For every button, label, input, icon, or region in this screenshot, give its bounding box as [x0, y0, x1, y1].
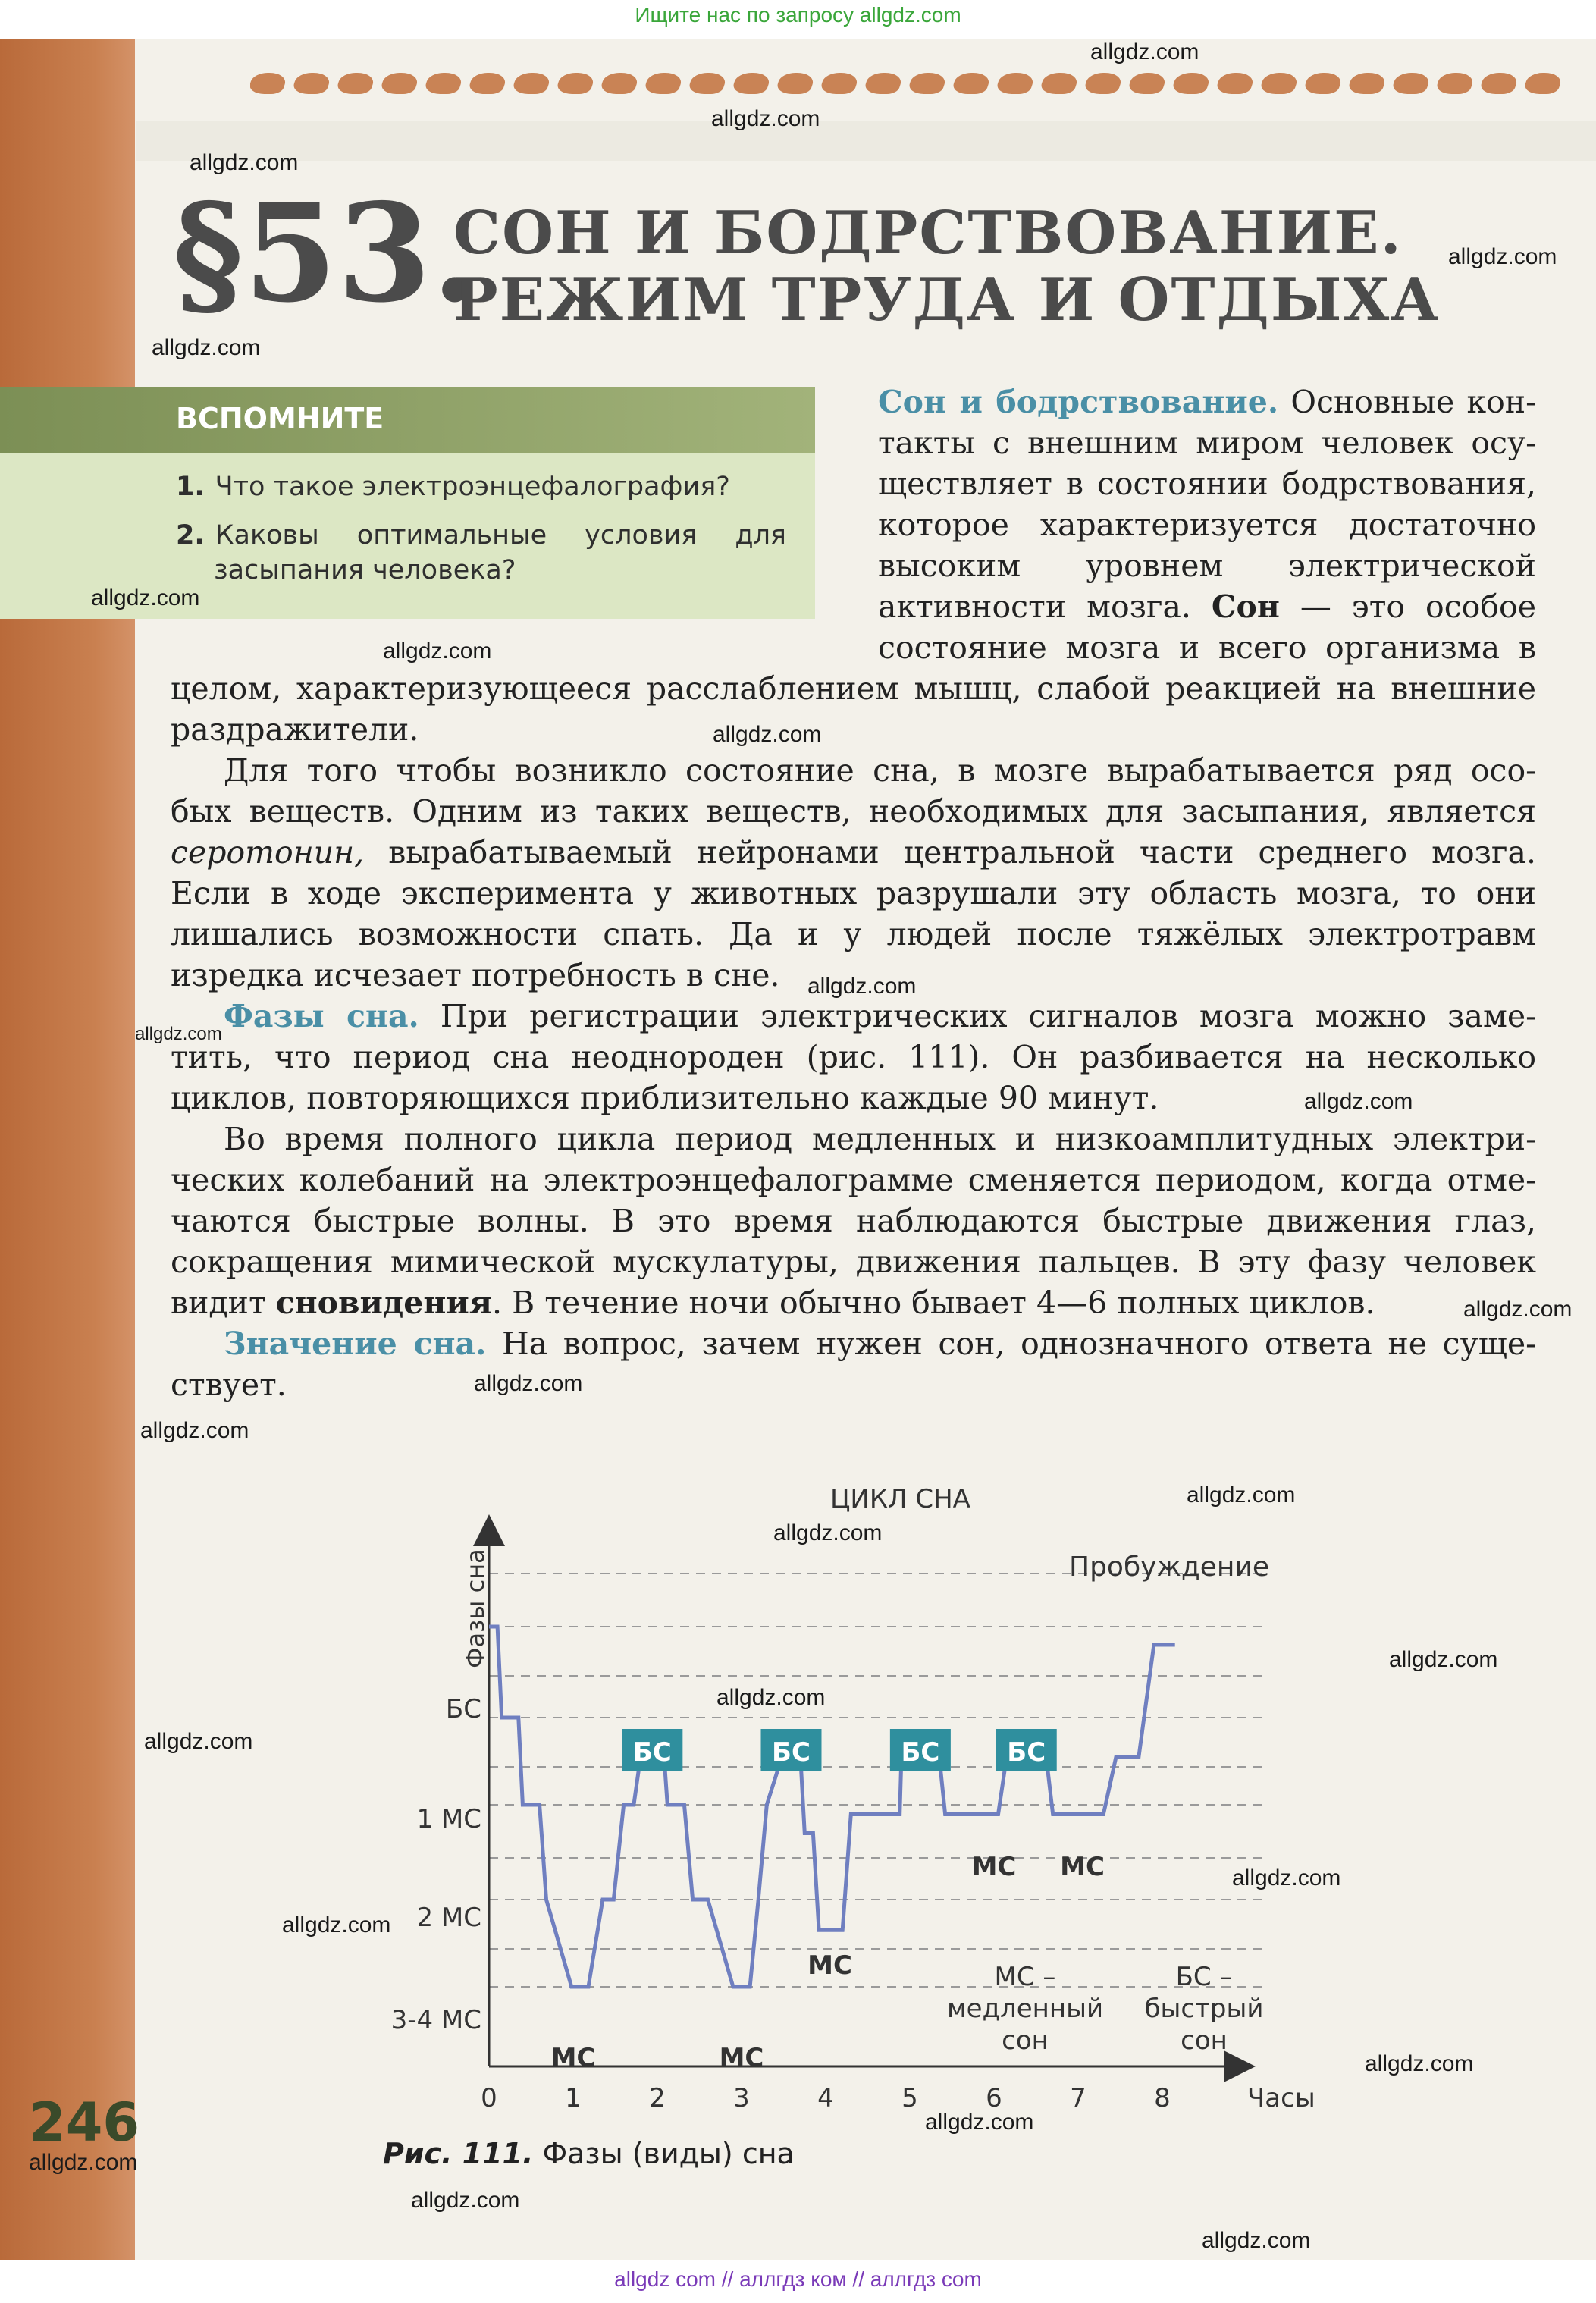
watermark: allgdz.com: [411, 2188, 520, 2213]
recall-q1-text: Что такое электроэнцефалография?: [215, 472, 730, 502]
slow-sleep-label: МС: [807, 1950, 852, 1981]
animal-icon: [686, 73, 728, 94]
animal-icon: [598, 73, 640, 94]
watermark: allgdz.com: [152, 335, 261, 360]
animal-icon: [1478, 73, 1519, 94]
rem-badge-label: БС: [632, 1737, 672, 1768]
text-line: видит сновидения. В течение ночи обычно бывает 4—6 полных циклов.: [171, 1285, 1375, 1321]
watermark: allgdz.com: [1187, 1483, 1296, 1508]
watermark: allgdz.com: [1389, 1647, 1498, 1672]
animal-icon: [1390, 73, 1431, 94]
chart-x-tick-label: 4: [817, 2083, 834, 2113]
recall-q2-line2: засыпания человека?: [214, 555, 516, 585]
animal-icon: [1214, 73, 1256, 94]
text-line: высоким уровнем электрической: [878, 548, 1536, 584]
recall-title: ВСПОМНИТЕ: [176, 402, 384, 435]
watermark: allgdz.com: [925, 2110, 1034, 2135]
figure-caption: [383, 2137, 795, 2170]
watermark: allgdz.com: [1232, 1865, 1341, 1890]
page-left-strip: [0, 39, 138, 2260]
animal-icon: [1346, 73, 1387, 94]
text-line: Для того чтобы возникло состояние сна, в мозге вырабатывается ряд осо-: [224, 752, 1536, 789]
legend-bs-line1: БС –: [1175, 1962, 1233, 1992]
chart-x-tick-label: 0: [481, 2083, 497, 2113]
animal-icon: [422, 73, 464, 94]
recall-q2-number: 2.: [176, 520, 205, 551]
animal-icon: [1434, 73, 1475, 94]
watermark: allgdz.com: [144, 1729, 253, 1754]
chart-y-tick-label: БС: [445, 1694, 481, 1724]
recall-q1-number: 1.: [176, 472, 205, 502]
legend-ms-line3: сон: [1002, 2025, 1049, 2056]
chart-x-tick-label: 2: [649, 2083, 666, 2113]
watermark: allgdz.com: [91, 585, 200, 610]
page-title-line1: СОН И БОДРСТВОВАНИЕ.: [453, 199, 1403, 268]
text-line: бых веществ. Одним из таких веществ, необходимых для засыпания, является: [171, 793, 1536, 830]
animal-icon: [994, 73, 1036, 94]
animal-icon: [1038, 73, 1080, 94]
text-line: Сон и бодрствование. Основные кон-: [878, 384, 1536, 420]
animal-icon: [1082, 73, 1124, 94]
text-line: раздражители.: [171, 711, 419, 748]
watermark: allgdz.com: [190, 150, 299, 175]
figure-caption-text: Фазы (виды) сна: [542, 2137, 795, 2170]
watermark: allgdz.com: [29, 2150, 138, 2175]
legend-ms-line2: медленный: [946, 1994, 1104, 2024]
chart-y-tick-label: 3-4 МС: [390, 2005, 481, 2035]
page-number: 246: [29, 2091, 140, 2154]
animal-icon: [290, 73, 332, 94]
watermark: allgdz.com: [716, 1685, 826, 1710]
text-line: Если в ходе эксперимента у животных разрушали эту область мозга, то они: [171, 875, 1536, 911]
slow-sleep-label: МС: [550, 2043, 596, 2073]
chart-x-tick-label: 1: [565, 2083, 582, 2113]
text-line: тить, что период сна неоднороден (рис. 111). Он разбивается на несколько: [171, 1039, 1536, 1075]
animal-icon: [378, 73, 420, 94]
term-serotonin: серотонин,: [171, 834, 365, 871]
text-line: состояние мозга и всего организма в: [878, 629, 1536, 666]
watermark: allgdz.com: [140, 1418, 249, 1443]
legend-bs-line2: быстрый: [1144, 1994, 1264, 2024]
chart-x-tick-label: 6: [986, 2083, 1002, 2113]
term-son: Сон: [1211, 588, 1280, 625]
watermark: allgdz.com: [711, 106, 820, 131]
watermark: allgdz.com: [773, 1520, 883, 1545]
chart-x-tick-label: 3: [733, 2083, 750, 2113]
rem-badge-label: БС: [901, 1737, 940, 1768]
watermark: allgdz.com: [1448, 244, 1557, 269]
term-dreams: сновидения: [275, 1285, 493, 1321]
recall-q2-line1: Каковы оптимальные условия для: [215, 520, 786, 551]
site-search-link[interactable]: Ищите нас по запросу allgdz.com: [635, 3, 961, 27]
text-line: такты с внешним миром человек осу-: [878, 425, 1536, 461]
slow-sleep-label: МС: [971, 1852, 1017, 1882]
text-line: серотонин, вырабатываемый нейронами центральной части среднего мозга.: [171, 834, 1536, 871]
text-line: которое характеризуется достаточно: [878, 507, 1536, 543]
animal-icon: [950, 73, 992, 94]
animal-icon: [730, 73, 772, 94]
animal-icon: [774, 73, 816, 94]
watermark: allgdz.com: [807, 974, 917, 999]
chart-y-tick-label: 1 МС: [416, 1804, 481, 1834]
watermark: allgdz.com: [383, 639, 492, 664]
chart-x-tick-label: 8: [1154, 2083, 1171, 2113]
chart-y-axis-label: Фазы сна: [461, 1548, 490, 1668]
sleep-phase-line: [489, 1627, 1175, 1987]
slow-sleep-label: МС: [719, 2043, 764, 2073]
animal-icon: [862, 73, 904, 94]
figure-caption-label: Рис. 111.: [383, 2137, 534, 2170]
text-line: целом, характеризующееся расслаблением мышц, слабой реакцией на внешние: [171, 670, 1536, 707]
animal-icon: [510, 73, 552, 94]
animal-frieze-decoration: [250, 61, 1592, 108]
text-line: ствует.: [171, 1366, 287, 1403]
animal-icon: [554, 73, 596, 94]
animal-icon: [1126, 73, 1168, 94]
section-heading-phases: Фазы сна.: [224, 998, 419, 1034]
slow-sleep-label: МС: [1060, 1852, 1105, 1882]
paragraph-number: §53.: [173, 174, 478, 332]
watermark: allgdz.com: [1304, 1089, 1413, 1114]
chart-legend: [947, 1962, 1263, 2056]
chart-x-tick-label: 7: [1070, 2083, 1086, 2113]
text-line: Значение сна. На вопрос, зачем нужен сон, однозначного ответа не суще-: [224, 1326, 1536, 1362]
animal-icon: [334, 73, 376, 94]
animal-icon: [642, 73, 684, 94]
watermark: allgdz.com: [1463, 1297, 1572, 1322]
section-heading-meaning: Значение сна.: [224, 1326, 487, 1362]
watermark: allgdz.com: [713, 722, 822, 747]
chart-y-tick-label: 2 МС: [416, 1903, 481, 1933]
chart-gridlines: [489, 1574, 1262, 1987]
header-band: [136, 121, 1596, 161]
text-line: изредка исчезает потребность в сне.: [171, 957, 780, 993]
text-line: циклов, повторяющихся приблизительно каждые 90 минут.: [171, 1080, 1159, 1116]
animal-icon: [1258, 73, 1300, 94]
text-line: Во время полного цикла период медленных и низкоамплитудных электри-: [224, 1121, 1536, 1157]
watermark: allgdz.com: [135, 1024, 222, 1044]
site-bottom-links[interactable]: allgdz com // аллгдз ком // аллгдз com: [614, 2267, 982, 2291]
recall-question-1: [176, 472, 730, 502]
watermark: allgdz.com: [282, 1912, 391, 1937]
recall-box-header: [0, 387, 815, 453]
text-line: чаются быстрые волны. В это время наблюдаются быстрые движения глаз,: [171, 1203, 1536, 1239]
text-line: сокращения мимической мускулатуры, движения пальцев. В эту фазу человек: [171, 1244, 1536, 1280]
animal-icon: [818, 73, 860, 94]
watermark: allgdz.com: [1090, 39, 1199, 64]
legend-ms-line1: МС –: [994, 1962, 1056, 1992]
watermark: allgdz.com: [474, 1371, 583, 1396]
chart-x-tick-label: 5: [901, 2083, 918, 2113]
recall-question-2: [176, 520, 786, 551]
watermark: allgdz.com: [1365, 2051, 1474, 2076]
chart-title: ЦИКЛ СНА: [830, 1484, 970, 1514]
text-line: активности мозга. Сон — это особое: [878, 588, 1536, 625]
animal-icon: [250, 73, 289, 94]
sleep-cycle-chart: [349, 1464, 1334, 2131]
legend-bs-line3: сон: [1181, 2025, 1228, 2056]
animal-icon: [1302, 73, 1344, 94]
animal-icon: [1170, 73, 1212, 94]
chart-x-axis-label: Часы: [1247, 2083, 1315, 2113]
animal-icon: [906, 73, 948, 94]
text-line: лишались возможности спать. Да и у людей после тяжёлых электротравм: [171, 916, 1536, 952]
watermark: allgdz.com: [1202, 2228, 1311, 2253]
chart-axes: [489, 1530, 1240, 2066]
animal-icon: [1522, 73, 1563, 94]
text-line: ческих колебаний на электроэнцефалограмме сменяется периодом, когда отме-: [171, 1162, 1536, 1198]
chart-wake-label: Пробуждение: [1069, 1552, 1270, 1583]
section-heading-wake: Сон и бодрствование.: [878, 384, 1279, 420]
text-line: ществляет в состоянии бодрствования,: [878, 466, 1536, 502]
rem-badges: [622, 1729, 1056, 1771]
animal-icon: [466, 73, 508, 94]
rem-badge-label: БС: [772, 1737, 811, 1768]
rem-badge-label: БС: [1007, 1737, 1046, 1768]
text-line: Фазы сна. При регистрации электрических сигналов мозга можно заме-: [224, 998, 1536, 1034]
page-title-line2: РЕЖИМ ТРУДА И ОТДЫХА: [453, 265, 1441, 334]
